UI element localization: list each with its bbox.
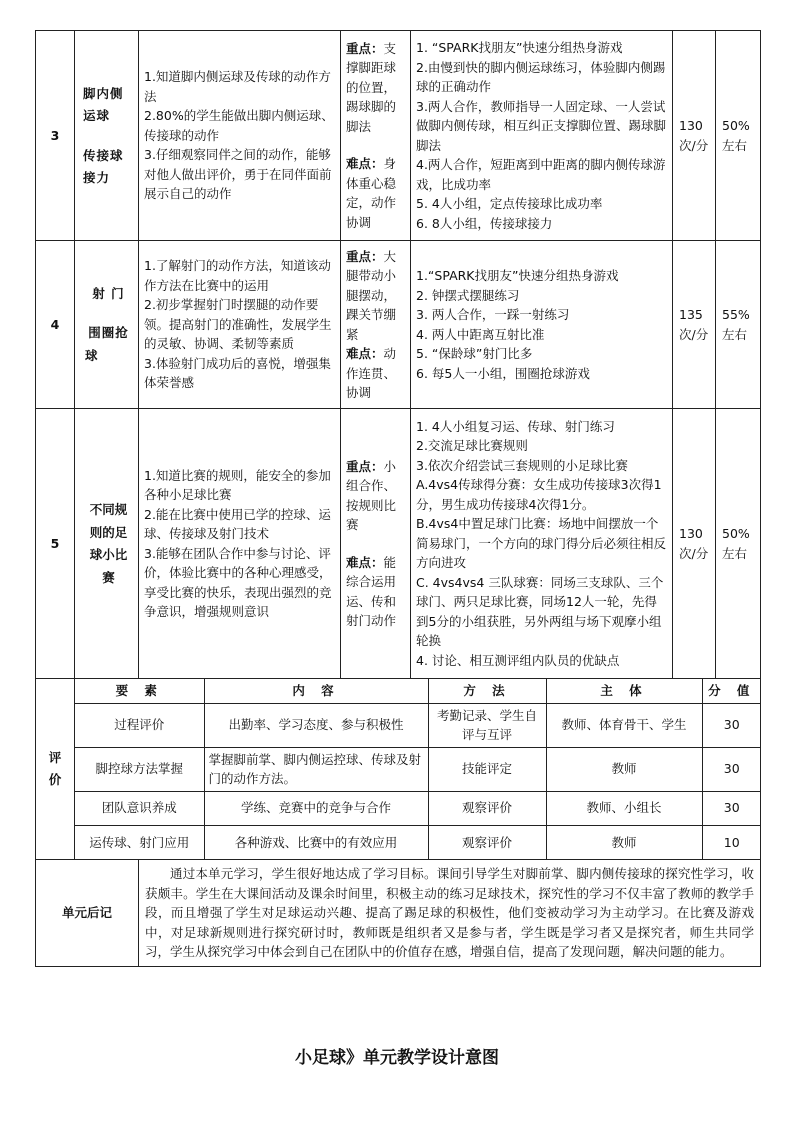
title-line: 运球 [83, 108, 111, 123]
goal-item: 3.体验射门成功后的喜悦，增强集体荣誉感 [144, 355, 331, 391]
title-line: 传接球 [83, 147, 124, 163]
activity-item: 1. “SPARK找朋友”快速分组热身游戏 [416, 40, 623, 55]
lesson-goals [139, 409, 341, 679]
title-line: 则的足 [89, 524, 128, 540]
postscript-row [36, 860, 761, 967]
lesson-activities [411, 241, 673, 409]
evaluation-header [75, 679, 761, 703]
evaluation-table [75, 679, 761, 859]
key-label: 重点： [346, 248, 384, 264]
activity-item: 5. “保龄球”射门比多 [416, 346, 533, 361]
evaluation-item [75, 791, 761, 825]
key-text: 小组合作、按规则比赛 [346, 458, 397, 532]
title-line: 围圈抢 [88, 325, 129, 341]
eval-cell: 观察评价 [428, 791, 546, 825]
goal-item: 3.能够在团队合作中参与讨论、评价，体验比赛中的各种心理感受，享受比赛的快乐，表现出强烈的竞争意识，增强规则意识 [144, 545, 332, 619]
activity-item: 2. 钟摆式摆腿练习 [416, 287, 520, 303]
lesson-goals [139, 241, 341, 409]
heart-rate: 130次/分 [673, 31, 716, 241]
title-line: 不同规 [89, 502, 128, 517]
activity-item: 4. 讨论、相互测评组内队员的优缺点 [416, 652, 620, 668]
activity-item: 6. 8人小组，传接球接力 [416, 215, 553, 231]
title-line: 赛 [102, 569, 115, 585]
activity-item: 1. 4人小组复习运、传球、射门练习 [416, 418, 615, 434]
goal-item: 3.仔细观察同伴之间的动作，能够对他人做出评价，勇于在同伴面前展示自己的动作 [144, 147, 332, 202]
title-line: 射 门 [92, 285, 125, 301]
lesson-key-points [341, 31, 411, 241]
activity-item: 3.两人合作，教师指导一人固定球、一人尝试做脚内侧传球，相互纠正支撑脚位置、踢球脚脚法 [416, 98, 667, 153]
eval-cell: 教师 [546, 747, 702, 791]
exercise-density: 50%左右 [716, 409, 761, 679]
evaluation-item [75, 825, 761, 859]
header-cell: 方 法 [428, 679, 546, 703]
eval-cell: 30 [702, 703, 761, 747]
eval-cell: 出勤率、学习态度、参与积极性 [204, 703, 428, 747]
evaluation-label: 评 价 [36, 679, 75, 860]
difficulty-text: 身体重心稳定，动作协调 [346, 156, 397, 230]
header-cell: 内 容 [204, 679, 428, 703]
evaluation-item [75, 703, 761, 747]
lesson-number: 3 [36, 31, 75, 241]
activity-item: 3.依次介绍尝试三套规则的小足球比赛 [416, 457, 628, 473]
title-line: 接力 [83, 170, 111, 185]
difficulty-text: 能综合运用运、传和射门动作 [346, 554, 397, 628]
activity-item: 5. 4人小组，定点传接球比成功率 [416, 196, 603, 211]
key-text: 支撑脚距球的位置，踢球脚的脚法 [346, 40, 397, 134]
heart-rate: 135次/分 [673, 241, 716, 409]
activity-item: 2.交流足球比赛规则 [416, 438, 528, 454]
lesson-activities [411, 31, 673, 241]
goal-item: 2.80%的学生能做出脚内侧运球、传接球的动作 [144, 108, 334, 143]
eval-cell: 观察评价 [428, 825, 546, 859]
header-cell: 主 体 [546, 679, 702, 703]
difficulty-text: 动作连贯、协调 [346, 346, 397, 400]
page-footer-title: 小足球》单元教学设计意图 [295, 1048, 499, 1068]
eval-cell: 30 [702, 791, 761, 825]
goal-item: 1.知道脚内侧运球及传球的动作方法 [144, 69, 331, 104]
title-line: 球小比 [89, 547, 128, 562]
eval-cell: 教师、体育骨干、学生 [546, 703, 702, 747]
lesson-key-points [341, 241, 411, 409]
activity-item: 6. 每5人一小组，围圈抢球游戏 [416, 365, 590, 381]
lesson-number: 5 [36, 409, 75, 679]
eval-cell: 考勤记录、学生自评与互评 [428, 703, 546, 747]
postscript-label: 单元后记 [36, 860, 139, 967]
activity-item: 2.由慢到快的脚内侧运球练习，体验脚内侧踢球的正确动作 [416, 59, 666, 94]
lesson-goals [139, 31, 341, 241]
lesson-activities [411, 409, 673, 679]
lesson-row-5 [36, 409, 761, 679]
goal-item: 1.了解射门的动作方法，知道该动作方法在比赛中的运用 [144, 258, 331, 293]
evaluation-item [75, 747, 761, 791]
activity-item: 4.两人合作，短距离到中距离的脚内侧传球游戏，比成功率 [416, 157, 666, 192]
eval-cell: 运传球、射门应用 [75, 825, 204, 859]
activity-item: B.4vs4中置足球门比赛：场地中间摆放一个简易球门，一个方向的球门得分后必须往相反方向进攻 [416, 516, 667, 571]
title-line: 脚内侧 [83, 85, 124, 101]
key-label: 重点： [346, 40, 384, 56]
lesson-key-points [341, 409, 411, 679]
goal-item: 1.知道比赛的规则，能安全的参加各种小足球比赛 [144, 467, 331, 502]
eval-cell: 技能评定 [428, 747, 546, 791]
activity-item: C. 4vs4vs4 三队球赛：同场三支球队、三个球门、两只足球比赛，同场12人一轮，先得到5分的小组获胜，另外两组与场下观摩小组轮换 [416, 574, 664, 649]
lesson-title [75, 241, 139, 409]
exercise-density: 55%左右 [716, 241, 761, 409]
lesson-row-4 [36, 241, 761, 409]
eval-cell: 学练、竞赛中的竞争与合作 [204, 791, 428, 825]
lesson-row-3 [36, 31, 761, 241]
key-label: 重点： [346, 458, 384, 474]
lesson-title [75, 31, 139, 241]
header-cell: 要 素 [75, 679, 204, 703]
eval-cell: 30 [702, 747, 761, 791]
eval-cell: 10 [702, 825, 761, 859]
difficulty-label: 难点： [346, 554, 384, 570]
activity-item: 4. 两人中距离互射比准 [416, 326, 545, 342]
difficulty-label: 难点： [346, 156, 384, 172]
difficulty-label: 难点： [346, 346, 384, 361]
postscript-text: 通过本单元学习，学生很好地达成了学习目标。课间引导学生对脚前掌、脚内侧传接球的探究性学习，收获颇丰。学生在大课间活动及课余时间里，积极主动的练习足球技术，探究性的学习不仅丰富了教师的教学手段，而且增强了学生对足球运动兴趣、提高了踢足球的积极性，他们变被动学习为主动学习。在比赛及游戏中，对足球新规则进行探究研讨时，教师既是组织者又是参与者，学生既是学习者又是探究者，师生共同学习，学生从探究学习中体会到自己在团队中的价值存在感，增强自信，提高了发现问题，解决问题的能力。 [139, 860, 761, 967]
eval-cell: 教师 [546, 825, 702, 859]
lesson-number: 4 [36, 241, 75, 409]
activity-item: 3. 两人合作，一踩一射练习 [416, 307, 570, 322]
key-text: 大腿带动小腿摆动，踝关节绷紧 [346, 248, 397, 342]
goal-item: 2.能在比赛中使用已学的控球、运球、传接球及射门技术 [144, 506, 331, 541]
lesson-plan-table [35, 30, 761, 967]
eval-cell: 掌握脚前掌、脚内侧运控球、传球及射门的动作方法。 [204, 747, 428, 791]
evaluation-row [36, 679, 761, 860]
goal-item: 2.初步掌握射门时摆腿的动作要领。提高射门的准确性，发展学生的灵敏、协调、柔韧等素质 [144, 297, 332, 352]
activity-item: A.4vs4传球得分赛：女生成功传接球3次得1分，男生成功传接球4次得1分。 [416, 477, 662, 512]
activity-item: 1.“SPARK找朋友”快速分组热身游戏 [416, 268, 619, 283]
eval-cell: 教师、小组长 [546, 791, 702, 825]
heart-rate: 130次/分 [673, 409, 716, 679]
eval-cell: 脚控球方法掌握 [75, 747, 204, 791]
eval-cell: 团队意识养成 [75, 791, 204, 825]
exercise-density: 50%左右 [716, 31, 761, 241]
lesson-title [75, 409, 139, 679]
eval-cell: 各种游戏、比赛中的有效应用 [204, 825, 428, 859]
eval-cell: 过程评价 [75, 703, 204, 747]
header-cell: 分 值 [702, 679, 761, 703]
title-line: 球 [85, 347, 99, 363]
